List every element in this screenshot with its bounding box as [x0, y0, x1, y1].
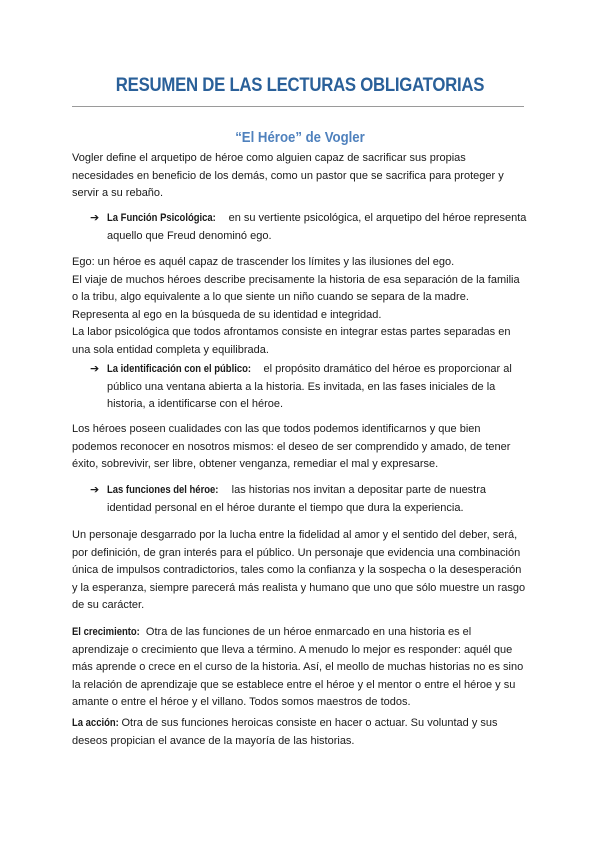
bullet-label: La Función Psicológica: — [107, 212, 216, 224]
bullet-text: en su vertiente psicológica, el arquetipo del héroe representa aquello que Freud denominó ego. — [107, 212, 527, 242]
qualities-paragraph: Los héroes poseen cualidades con las que todos podemos identificarnos y que bien podemos reconocer en nosotros mismos: el deseo de ser comprendido y amado, de tener éxito, sobrevivir, ser libre, obtener venganza, remediar el mal y expresarse. — [72, 423, 511, 471]
bullet-hero-functions — [90, 482, 528, 517]
growth-paragraph — [72, 624, 528, 712]
document-title: RESUMEN DE LAS LECTURAS OBLIGATORIAS — [115, 74, 485, 96]
arrow-bullet-icon: ➔ — [90, 484, 100, 496]
ego-line: Ego: un héroe es aquél capaz de trascender los límites y las ilusiones del ego. — [72, 256, 455, 268]
growth-text: Otra de las funciones de un héroe enmarcado en una historia es el aprendizaje o crecimiento que lleva a término. A menudo lo mejor es responder: aquél que más aprende o crece en el curso de la historia. Así, el meollo de muchas historias no es sino la relación de aprendizaje que se establece entre el héroe y el mentor o entre el héroe y su amante o entre el héroe y el villano. Todos somos maestros de todos. — [72, 626, 524, 709]
section-subtitle: “El Héroe” de Vogler — [235, 129, 365, 146]
bullet-psychological-function — [90, 210, 528, 245]
arrow-bullet-icon: ➔ — [90, 363, 100, 375]
bullet-label: Las funciones del héroe: — [107, 484, 219, 496]
bullet-audience-identification — [90, 361, 528, 414]
intro-paragraph: Vogler define el arquetipo de héroe como alguien capaz de sacrificar sus propias necesidades en beneficio de los demás, como un pastor que se sacrifica para proteger y servir a su rebaño. — [72, 152, 504, 200]
bullet-label: La identificación con el público: — [107, 363, 252, 375]
growth-label: El crecimiento: — [72, 626, 140, 638]
action-text: Otra de sus funciones heroicas consiste en hacer o actuar. Su voluntad y sus deseos propician el avance de la mayoría de las historias. — [72, 717, 498, 747]
arrow-bullet-icon: ➔ — [90, 212, 100, 224]
character-paragraph: Un personaje desgarrado por la lucha entre la fidelidad al amor y el sentido del deber, será, por definición, de gran interés para el público. Un personaje que evidencia una combinación única de impulsos contradictorios, tales como la confianza y la sospecha o la desesperación y la esperanza, siempre parecerá más realista y humano que uno que sólo muestre un rasgo de su carácter. — [72, 529, 526, 612]
bullet-text: las historias nos invitan a depositar parte de nuestra identidad personal en el héroe durante el tiempo que dura la experiencia. — [107, 484, 487, 514]
bullet-text: el propósito dramático del héroe es proporcionar al público una ventana abierta a la historia. Es invitada, en las fases iniciales de la historia, a identificarse con el héroe. — [107, 363, 512, 411]
title-divider — [72, 106, 524, 107]
action-paragraph — [72, 715, 528, 750]
ego-line: El viaje de muchos héroes describe precisamente la historia de esa separación de la familia o la tribu, algo equivalente a lo que siente un niño cuando se separa de la madre. — [72, 273, 520, 304]
ego-line: Representa al ego en la búsqueda de su identidad e integridad. — [72, 308, 382, 321]
ego-paragraph — [72, 254, 528, 360]
action-label: La acción: — [72, 717, 119, 729]
ego-line: La labor psicológica que todos afrontamos consiste en integrar estas partes separadas en una sola entidad completa y equilibrada. — [72, 326, 511, 356]
